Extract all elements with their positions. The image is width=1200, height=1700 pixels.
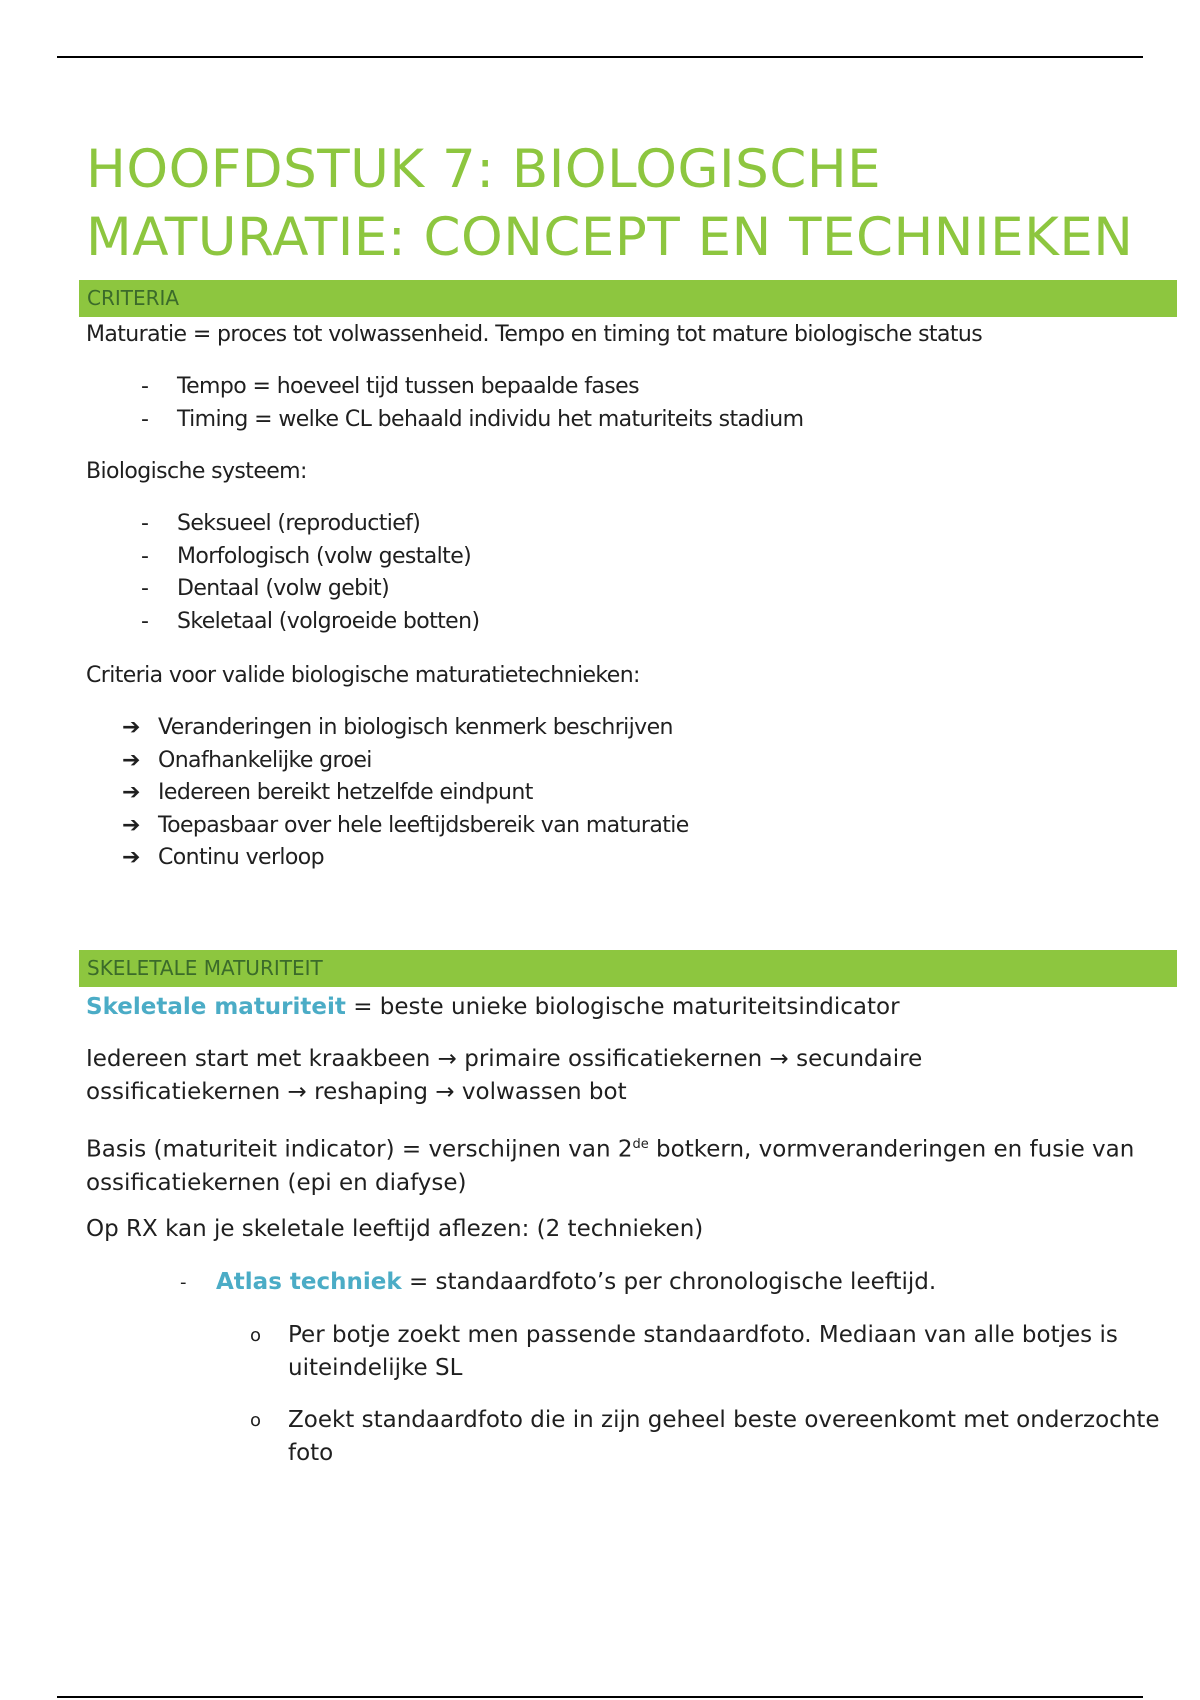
dash-marker: -: [141, 543, 149, 569]
list-item: ➔ Continu verloop: [122, 842, 689, 875]
arrow-icon: ➔: [122, 747, 140, 773]
section-heading-criteria: CRITERIA: [79, 280, 1177, 317]
system-label: Biologische systeem:: [86, 459, 307, 484]
criteria-list: [122, 712, 689, 875]
rx-techniques: Op RX kan je skeletale leeftijd aflezen: (2 technieken): [86, 1216, 704, 1242]
list-item: ➔ Onafhankelijke groei: [122, 745, 689, 778]
dash-marker: -: [180, 1272, 187, 1293]
dash-marker: -: [141, 406, 149, 432]
list-item: - Dentaal (volw gebit): [141, 573, 479, 606]
keyword: Skeletale maturiteit: [86, 994, 346, 1020]
list-item: - Seksueel (reproductief): [141, 508, 479, 541]
dash-marker: -: [141, 576, 149, 601]
list-item: - Morfologisch (volw gestalte): [141, 541, 479, 574]
bottom-rule: [57, 1696, 1143, 1698]
arrow-icon: ➔: [122, 780, 140, 805]
dash-marker: -: [141, 608, 149, 634]
list-item: - Timing = welke CL behaald individu het maturiteits stadium: [141, 404, 803, 437]
page-title: HOOFDSTUK 7: BIOLOGISCHE MATURATIE: CONCEPT EN TECHNIEKEN: [86, 139, 1134, 268]
atlas-sub-item: o Per botje zoekt men passende standaardfoto. Mediaan van alle botjes is uiteindelijke SL: [250, 1319, 1168, 1385]
skeletal-definition: Skeletale maturiteit = beste unieke biologische maturiteitsindicator: [86, 994, 900, 1020]
list-item: ➔ Veranderingen in biologisch kenmerk beschrijven: [122, 712, 689, 745]
tempo-timing-list: [141, 371, 803, 436]
maturity-basis: Basis (maturiteit indicator) = verschijnen van 2de botkern, vormveranderingen en fusie van ossificatiekernen (epi en diafyse): [86, 1136, 1135, 1196]
system-list: [141, 508, 479, 638]
ossification-process: Iedereen start met kraakbeen → primaire ossificatiekernen → secundaire ossificatiekernen → reshaping → volwassen bot: [86, 1046, 923, 1105]
criteria-label: Criteria voor valide biologische maturatietechnieken:: [86, 663, 640, 688]
dash-marker: -: [141, 511, 149, 536]
atlas-technique: - Atlas techniek = standaardfoto’s per chronologische leeftijd.: [180, 1266, 936, 1299]
section-heading-skeletal: SKELETALE MATURITEIT: [79, 950, 1177, 987]
arrow-icon: ➔: [122, 812, 140, 838]
list-item: - Skeletaal (volgroeide botten): [141, 606, 479, 639]
arrow-icon: ➔: [122, 715, 140, 740]
list-item: ➔ Iedereen bereikt hetzelfde eindpunt: [122, 777, 689, 810]
maturatie-definition: Maturatie = proces tot volwassenheid. Tempo en timing tot mature biologische status: [86, 322, 983, 347]
atlas-sub-item: o Zoekt standaardfoto die in zijn geheel beste overeenkomt met onderzochte foto: [250, 1404, 1168, 1470]
circle-marker: o: [250, 1325, 262, 1346]
top-rule: [57, 56, 1143, 58]
keyword: Atlas techniek: [216, 1269, 402, 1295]
list-item: - Tempo = hoeveel tijd tussen bepaalde fases: [141, 371, 803, 404]
dash-marker: -: [141, 374, 149, 399]
circle-marker: o: [250, 1410, 262, 1431]
arrow-icon: ➔: [122, 845, 140, 870]
list-item: ➔ Toepasbaar over hele leeftijdsbereik van maturatie: [122, 810, 689, 843]
